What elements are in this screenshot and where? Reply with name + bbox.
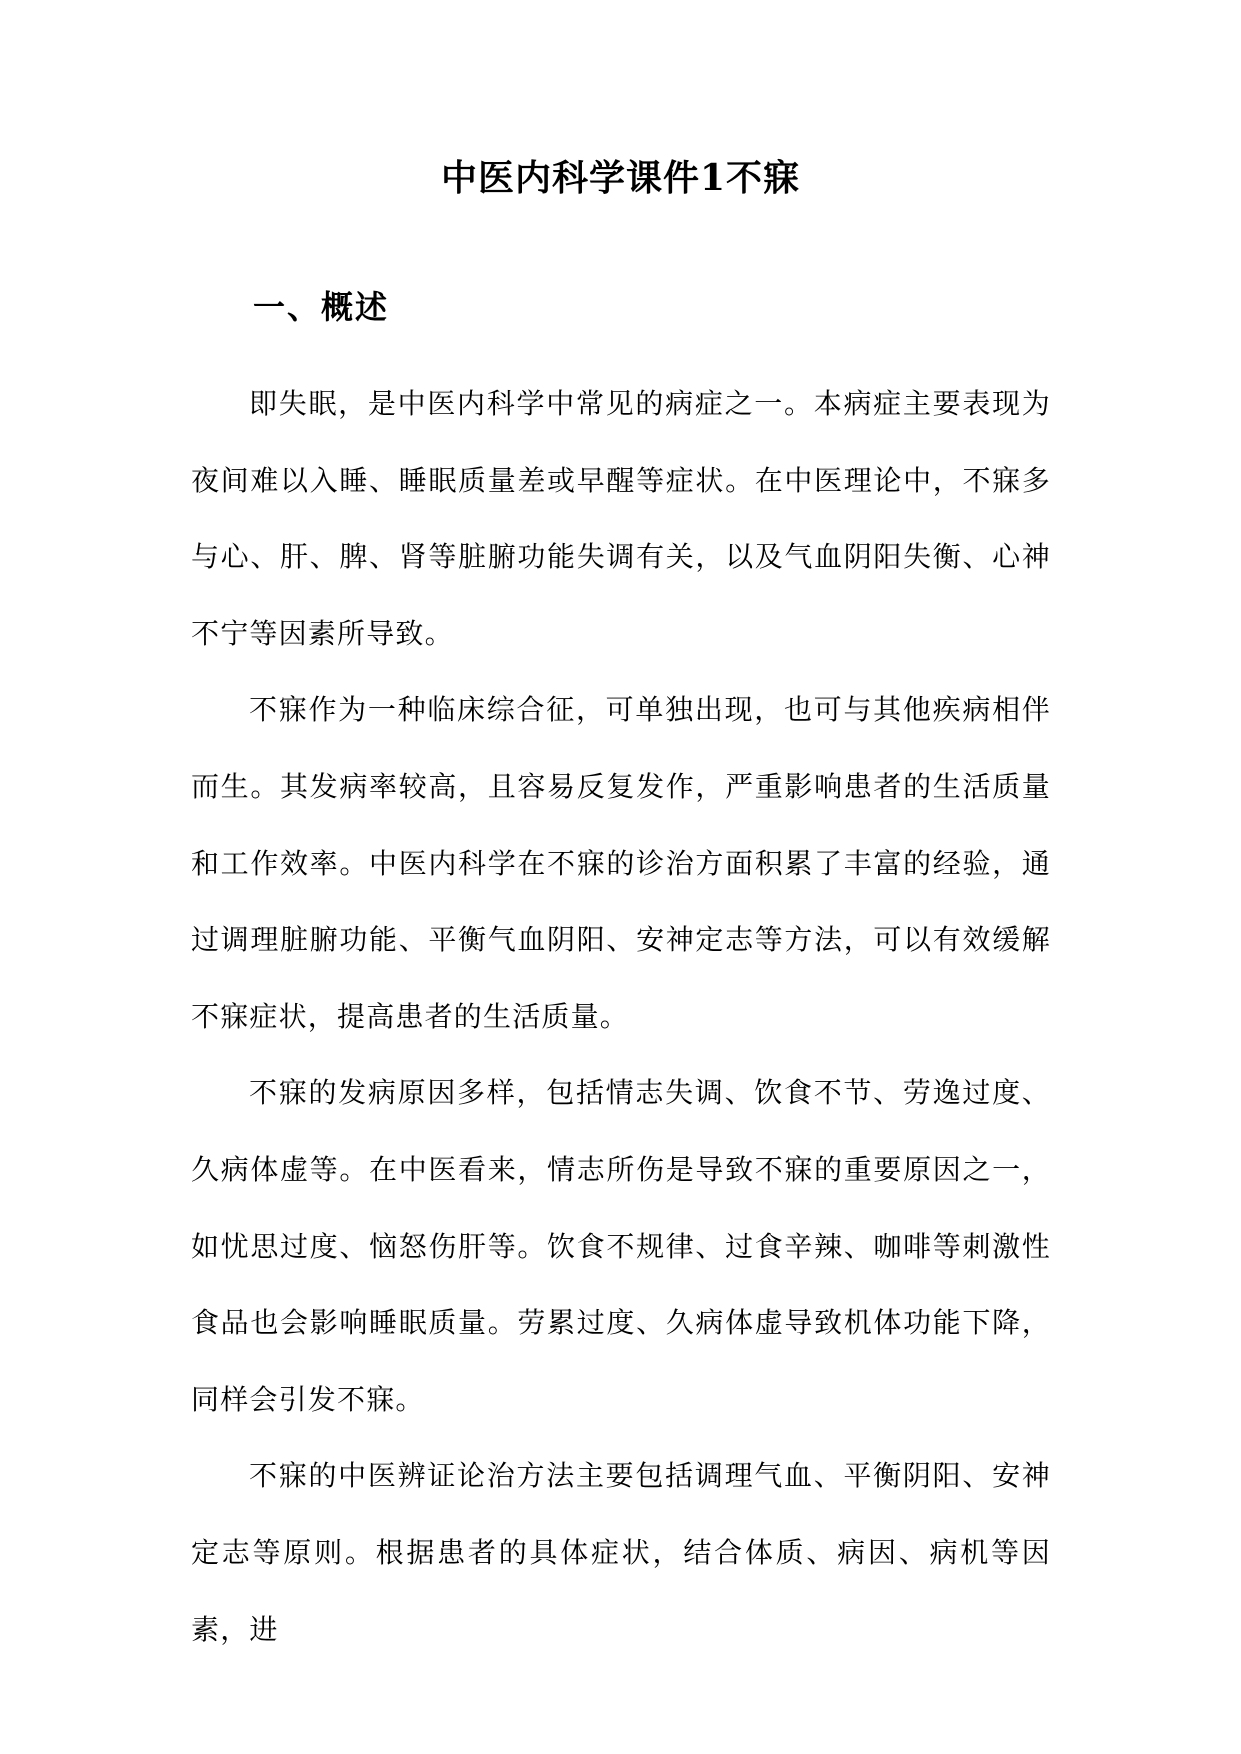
paragraph-2: 不寐作为一种临床综合征，可单独出现，也可与其他疾病相伴而生。其发病率较高，且容易反复发作，严重影响患者的生活质量和工作效率。中医内科学在不寐的诊治方面积累了丰富的经验，通过调理脏腑功能、平衡气血阴阳、安神定志等方法，可以有效缓解不寐症状，提高患者的生活质量。	[191, 693, 1051, 1033]
document-body	[191, 366, 1051, 1668]
paragraph-3: 不寐的发病原因多样，包括情志失调、饮食不节、劳逸过度、久病体虚等。在中医看来，情志所伤是导致不寐的重要原因之一，如忧思过度、恼怒伤肝等。饮食不规律、过食辛辣、咖啡等刺激性食品也会影响睡眠质量。劳累过度、久病体虚导致机体功能下降，同样会引发不寐。	[191, 1076, 1051, 1416]
paragraph-4: 不寐的中医辨证论治方法主要包括调理气血、平衡阴阳、安神定志等原则。根据患者的具体症状，结合体质、病因、病机等因素，进	[191, 1459, 1051, 1646]
document-title: 中医内科学课件1不寐	[440, 157, 801, 199]
section-heading: 一、概述	[253, 288, 390, 326]
paragraph-1: 即失眠，是中医内科学中常见的病症之一。本病症主要表现为夜间难以入睡、睡眠质量差或早醒等症状。在中医理论中，不寐多与心、肝、脾、肾等脏腑功能失调有关，以及气血阴阳失衡、心神不宁等因素所导致。	[191, 387, 1051, 650]
